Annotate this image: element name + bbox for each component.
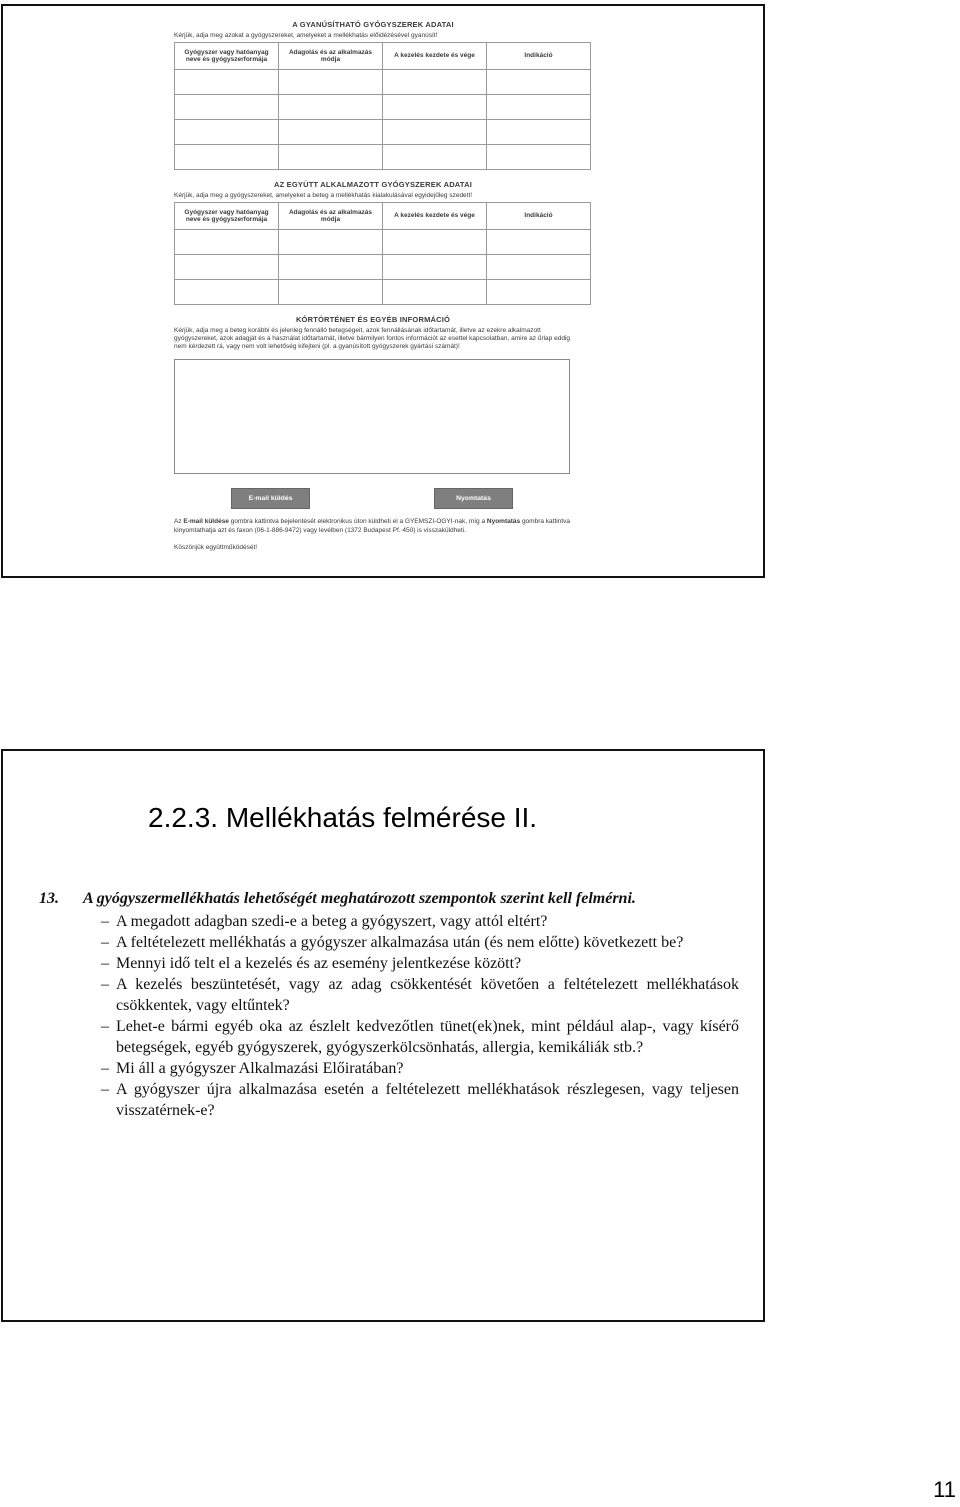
form-footer-text — [174, 518, 575, 535]
suspected-drugs-instruction: Kérjük, adja meg azokat a gyógyszereket, amelyeket a mellékhatás előidézésével gyanúsít! — [174, 32, 438, 39]
table-cell-input[interactable] — [279, 145, 383, 170]
table-cell-input[interactable] — [383, 95, 487, 120]
table-row — [175, 145, 591, 170]
table-cell-input[interactable] — [383, 230, 487, 255]
list-item-text: Lehet-e bármi egyéb oka az észlelt kedvezőtlen tünet(ek)nek, mint például alap-, vagy kísérő betegségek, egyéb gyógyszerek, gyógyszerkölcsönhatás, allergia, kemikáliák stb.? — [116, 1018, 739, 1056]
suspected-drugs-title: A GYANÚSÍTHATÓ GYÓGYSZEREK ADATAI — [292, 20, 454, 29]
dash-bullet: – — [101, 913, 109, 930]
table-row — [175, 120, 591, 145]
list-item — [39, 974, 739, 1016]
medical-history-instruction: Kérjük, adja meg a beteg korábbi és jelenleg fennálló betegségeit, azok fennállásának időtartamát, illetve az ezekre alkalmazott gyógyszereket, azok adagját és a használat időtartamát, illetve bármilyen fontos információt az esettel kapcsolatban, amire az űrlap eddig nem kérdezett rá, vagy nem volt lehetőség kifejteni (pl. a gyanúsított gyógyszerek gyártási számát)! — [174, 327, 570, 350]
medical-history-title: KÓRTÖRTÉNET ÉS EGYÉB INFORMÁCIÓ — [295, 315, 451, 324]
column-header-treatment-period: A kezelés kezdete és vége — [383, 203, 487, 230]
list-item — [39, 911, 739, 932]
table-row — [175, 230, 591, 255]
concomitant-drugs-title: AZ EGYÜTT ALKALMAZOTT GYÓGYSZEREK ADATAI — [274, 180, 472, 189]
table-cell-input[interactable] — [487, 280, 591, 305]
column-header-indication: Indikáció — [487, 203, 591, 230]
dash-bullet: – — [101, 934, 109, 951]
table-header-row — [175, 43, 591, 70]
table-row — [175, 95, 591, 120]
page-number: 11 — [933, 1477, 956, 1502]
list-item-text: A gyógyszer újra alkalmazása esetén a feltételezett mellékhatások részlegesen, vagy teljesen visszatérnek-e? — [116, 1081, 739, 1119]
email-send-button[interactable]: E-mail küldés — [231, 488, 310, 509]
column-header-drug-name: Gyógyszer vagy hatóanyag neve és gyógyszerformája — [175, 203, 279, 230]
list-item-text: Mennyi idő telt el a kezelés és az esemény jelentkezése között? — [116, 955, 522, 972]
table-row — [175, 70, 591, 95]
footer-text-part: gombra kattintva bejelentését elektronikus úton küldheti el a GYEMSZI-OGYI-nak, míg a — [228, 518, 487, 525]
table-cell-input[interactable] — [279, 280, 383, 305]
dash-bullet: – — [101, 1081, 109, 1098]
suspected-drugs-table — [174, 42, 591, 170]
question-number: 13. — [39, 890, 59, 907]
table-cell-input[interactable] — [279, 70, 383, 95]
column-header-dosage: Adagolás és az alkalmazás módja — [279, 203, 383, 230]
dash-bullet: – — [101, 955, 109, 972]
list-item — [39, 1058, 739, 1079]
column-header-drug-name: Gyógyszer vagy hatóanyag neve és gyógyszerformája — [175, 43, 279, 70]
footer-bold-print: Nyomtatás — [486, 518, 521, 525]
list-item — [39, 932, 739, 953]
table-cell-input[interactable] — [279, 255, 383, 280]
table-cell-input[interactable] — [487, 120, 591, 145]
question-text: A gyógyszermellékhatás lehetőségét meghatározott szempontok szerint kell felmérni. — [83, 890, 636, 907]
table-cell-input[interactable] — [383, 280, 487, 305]
table-cell-input[interactable] — [279, 95, 383, 120]
table-cell-input[interactable] — [175, 70, 279, 95]
table-cell-input[interactable] — [487, 70, 591, 95]
table-cell-input[interactable] — [175, 280, 279, 305]
table-cell-input[interactable] — [175, 255, 279, 280]
concomitant-drugs-instruction: Kérjük, adja meg a gyógyszereket, amelyeket a beteg a mellékhatás kialakulásával egyidejűleg szedett! — [174, 192, 473, 199]
dash-bullet: – — [101, 1018, 109, 1035]
table-cell-input[interactable] — [487, 255, 591, 280]
thanks-text: Köszönjük együttműködését! — [174, 544, 258, 551]
slide-title: 2.2.3. Mellékhatás felmérése II. — [148, 802, 538, 833]
list-item-text: A kezelés beszüntetését, vagy az adag csökkentését követően a feltételezett mellékhatások csökkentek, vagy eltűntek? — [116, 976, 739, 1014]
table-cell-input[interactable] — [279, 230, 383, 255]
table-cell-input[interactable] — [383, 145, 487, 170]
form-button-row — [171, 488, 575, 518]
table-cell-input[interactable] — [383, 70, 487, 95]
table-cell-input[interactable] — [487, 95, 591, 120]
table-cell-input[interactable] — [487, 230, 591, 255]
print-button[interactable]: Nyomtatás — [434, 488, 513, 509]
table-cell-input[interactable] — [175, 230, 279, 255]
table-row — [175, 280, 591, 305]
column-header-dosage: Adagolás és az alkalmazás módja — [279, 43, 383, 70]
footer-text-part: Az — [174, 518, 184, 525]
adverse-reaction-form — [171, 20, 575, 551]
table-row — [175, 255, 591, 280]
list-item-text: Mi áll a gyógyszer Alkalmazási Előiratában? — [116, 1060, 404, 1077]
footer-text-part: gombra kattintva kinyomtathatja azt és faxon (06-1-886-9472) vagy levélben (1372 Budapest Pf. 450) is visszaküldheti. — [174, 518, 570, 534]
list-item — [39, 1079, 739, 1121]
question-block — [39, 889, 739, 1121]
table-cell-input[interactable] — [487, 145, 591, 170]
table-cell-input[interactable] — [279, 120, 383, 145]
table-cell-input[interactable] — [383, 120, 487, 145]
slide-form-screenshot — [1, 4, 765, 578]
question-heading — [39, 889, 739, 909]
column-header-indication: Indikáció — [487, 43, 591, 70]
concomitant-drugs-table — [174, 202, 591, 305]
table-cell-input[interactable] — [175, 120, 279, 145]
list-item-text: A feltételezett mellékhatás a gyógyszer alkalmazása után (és nem előtte) következett be? — [116, 934, 684, 951]
table-cell-input[interactable] — [175, 95, 279, 120]
table-cell-input[interactable] — [383, 255, 487, 280]
list-item — [39, 953, 739, 974]
list-item — [39, 1016, 739, 1058]
slide-assessment — [1, 749, 765, 1322]
medical-history-textarea[interactable] — [174, 359, 570, 474]
list-item-text: A megadott adagban szedi-e a beteg a gyógyszert, vagy attól eltért? — [116, 913, 548, 930]
table-header-row — [175, 203, 591, 230]
footer-bold-email: E-mail küldése — [183, 518, 229, 525]
column-header-treatment-period: A kezelés kezdete és vége — [383, 43, 487, 70]
dash-bullet: – — [101, 976, 109, 993]
dash-bullet: – — [101, 1060, 109, 1077]
table-cell-input[interactable] — [175, 145, 279, 170]
